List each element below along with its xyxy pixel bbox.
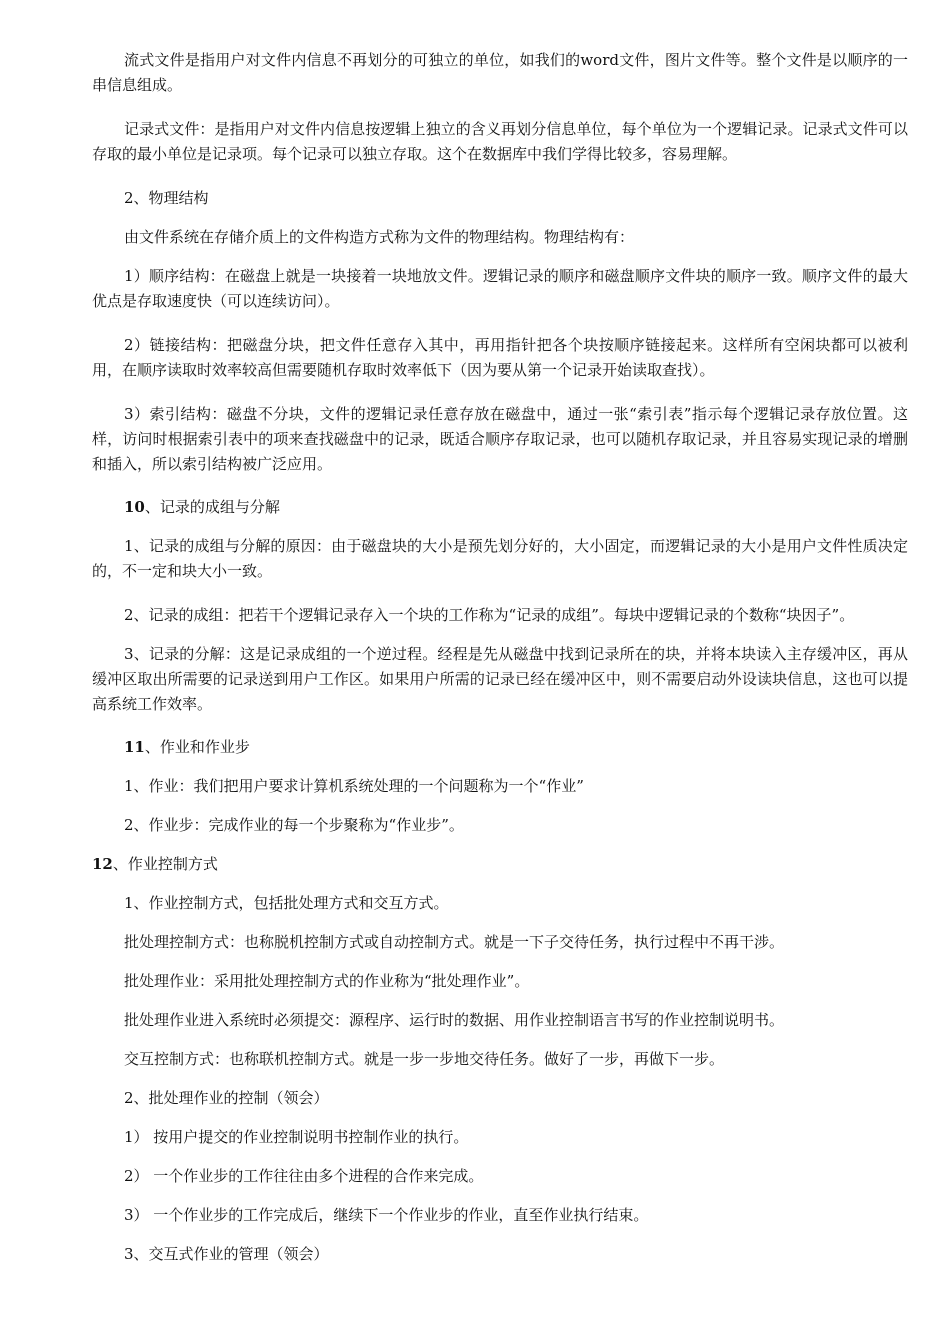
paragraph-record-grouping: 2、记录的成组：把若干个逻辑记录存入一个块的工作称为“记录的成组”。每块中逻辑记录的个数称“块因子”。 bbox=[124, 606, 855, 624]
list-item-1: 1） 按用户提交的作业控制说明书控制作业的执行。 bbox=[124, 1128, 469, 1146]
paragraph-physical-structure-def: 由文件系统在存储介质上的文件构造方式称为文件的物理结构。物理结构有： bbox=[124, 228, 635, 246]
heading-number: 12 bbox=[92, 855, 113, 873]
paragraph-interactive-control: 交互控制方式：也称联机控制方式。就是一步一步地交待任务。做好了一步，再做下一步。 bbox=[124, 1050, 725, 1068]
paragraph-grouping-reason: 1、记录的成组与分解的原因：由于磁盘块的大小是预先划分好的，大小固定，而逻辑记录的大小是用户文件性质决定的，不一定和块大小一致。 bbox=[92, 537, 908, 580]
list-item-3: 3） 一个作业步的工作完成后，继续下一个作业步的作业，直至作业执行结束。 bbox=[124, 1206, 649, 1224]
heading-number: 11 bbox=[124, 738, 145, 756]
heading-text: 、作业控制方式 bbox=[112, 855, 218, 873]
heading-job-and-steps bbox=[92, 735, 908, 760]
paragraph-index-structure: 3）索引结构：磁盘不分块，文件的逻辑记录任意存放在磁盘中，通过一张“索引表”指示每个逻辑记录存放位置。这样，访问时根据索引表中的项来查找磁盘中的记录，既适合顺序存取记录，也可以随机存取记录，并且容易实现记录的增删和插入，所以索引结构被广泛应用。 bbox=[92, 405, 908, 473]
paragraph-batch-submission: 批处理作业进入系统时必须提交：源程序、运行时的数据、用作业控制语言书写的作业控制说明书。 bbox=[124, 1011, 785, 1029]
paragraph-record-decomposition: 3、记录的分解：这是记录成组的一个逆过程。经程是先从磁盘中找到记录所在的块，并将本块读入主存缓冲区，再从缓冲区取出所需要的记录送到用户工作区。如果用户所需的记录已经在缓冲区中，则不需要启动外设读块信息，这也可以提高系统工作效率。 bbox=[92, 645, 908, 713]
heading-text: 、记录的成组与分解 bbox=[144, 498, 280, 516]
heading-number: 10 bbox=[124, 498, 145, 516]
paragraph-job-control-modes: 1、作业控制方式，包括批处理方式和交互方式。 bbox=[124, 894, 449, 912]
heading-text: 、作业和作业步 bbox=[144, 738, 250, 756]
heading-job-control bbox=[92, 852, 908, 877]
paragraph-batch-job: 批处理作业：采用批处理控制方式的作业称为“批处理作业”。 bbox=[124, 972, 530, 990]
paragraph-job-def: 1、作业：我们把用户要求计算机系统处理的一个问题称为一个“作业” bbox=[124, 777, 584, 795]
paragraph-sequential-structure: 1）顺序结构：在磁盘上就是一块接着一块地放文件。逻辑记录的顺序和磁盘顺序文件块的顺序一致。顺序文件的最大优点是存取速度快（可以连续访问）。 bbox=[92, 267, 908, 310]
paragraph-stream-file: 流式文件是指用户对文件内信息不再划分的可独立的单位，如我们的word文件，图片文件等。整个文件是以顺序的一串信息组成。 bbox=[92, 51, 908, 94]
heading-interactive-job-management: 3、交互式作业的管理（领会） bbox=[124, 1245, 329, 1263]
heading-physical-structure: 2、物理结构 bbox=[124, 189, 209, 207]
paragraph-record-file: 记录式文件：是指用户对文件内信息按逻辑上独立的含义再划分信息单位，每个单位为一个逻辑记录。记录式文件可以存取的最小单位是记录项。每个记录可以独立存取。这个在数据库中我们学得比较多，容易理解。 bbox=[92, 120, 908, 163]
paragraph-linked-structure: 2）链接结构：把磁盘分块，把文件任意存入其中，再用指针把各个块按顺序链接起来。这样所有空闲块都可以被利用，在顺序读取时效率较高但需要随机存取时效率低下（因为要从第一个记录开始读取查找）。 bbox=[92, 336, 908, 379]
paragraph-job-step-def: 2、作业步：完成作业的每一个步聚称为“作业步”。 bbox=[124, 816, 464, 834]
list-item-2: 2） 一个作业步的工作往往由多个进程的合作来完成。 bbox=[124, 1167, 484, 1185]
heading-record-grouping bbox=[92, 495, 908, 520]
paragraph-batch-control: 批处理控制方式：也称脱机控制方式或自动控制方式。就是一下子交待任务，执行过程中不再干涉。 bbox=[124, 933, 785, 951]
heading-batch-job-control: 2、批处理作业的控制（领会） bbox=[124, 1089, 329, 1107]
